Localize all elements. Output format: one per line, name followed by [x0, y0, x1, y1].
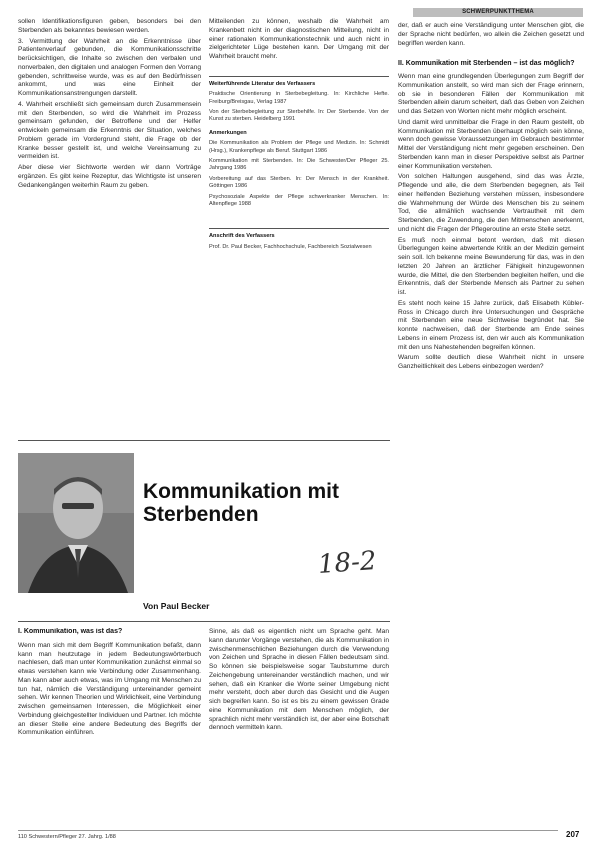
- section-heading-1: I. Kommunikation, was ist das?: [18, 628, 123, 635]
- divider: [209, 228, 389, 229]
- literature-item: Praktische Orientierung in Sterbebegleitung. In: Kirchliche Hefte. Freiburg/Breisgau, Verlag 1987: [209, 91, 389, 105]
- byline: Von Paul Becker: [143, 601, 210, 611]
- article-column-2: [209, 628, 389, 828]
- section-heading-2: II. Kommunikation mit Sterbenden – ist das möglich?: [398, 60, 575, 68]
- paragraph: Mitteilenden zu können, weshalb die Wahrheit am Krankenbett nicht in der diagnostischen Mitteilung, nicht in einer rationalen Kommunikationstechnik und auch nicht in zielgerichteter Lüge bestehen kann. Der Umgang mit der Wahrheit braucht mehr.: [209, 18, 389, 60]
- column-2-top: [209, 18, 389, 418]
- divider: [209, 76, 389, 77]
- handwritten-note: 18-2: [317, 545, 378, 581]
- section-tag: SCHWERPUNKTTHEMA: [413, 8, 583, 17]
- page-number: 207: [566, 830, 580, 839]
- article-title: [143, 480, 339, 526]
- paragraph: der, daß er auch eine Verständigung unter Menschen gibt, die der Sprache nicht bedürfen, wo allein die Zeichen gesetzt und begriffen werden kann.: [398, 22, 584, 47]
- column-1-top: [18, 18, 201, 410]
- paragraph: Aber diese vier Sichtworte werden wir dann Vorträge ergänzen. Es gibt keine Rezeptur, das Wichtigste ist unseren Gedankengängen weiterhin Raum zu geben.: [18, 164, 201, 189]
- paragraph: sollen Identifikationsfiguren geben, besonders bei den Sterbenden als bekanntes bewiesen werden.: [18, 18, 201, 34]
- title-line: Sterbenden: [143, 503, 259, 526]
- article-divider: [18, 440, 390, 441]
- paragraph: Wenn man eine grundlegenden Überlegungen zum Begriff der Kommunikation anstellt, so wird man sich der Frage erinnern, ob sie in besonderen Fällen der Kommunikation mit Sterbenden allein darum scheitert, daß das Geben von Zeichen und das Setzen von Worten nicht mehr möglich erscheint.: [398, 73, 584, 115]
- note-item: Die Kommunikation als Problem der Pflege und Medizin. In: Schmidt (Hrsg.), Krankenpflege als Beruf. Stuttgart 1986: [209, 140, 389, 154]
- notes-heading: Anmerkungen: [209, 129, 247, 136]
- author-photo: [18, 453, 134, 593]
- column-3: [398, 22, 584, 822]
- author-address: Prof. Dr. Paul Becker, Fachhochschule, Fachbereich Sozialwesen: [209, 243, 372, 250]
- paragraph: Wenn man sich mit dem Begriff Kommunikation befaßt, dann kann man heutzutage in jedem Bedeutungswörterbuch nachlesen, daß man unter Kommunikation zunächst einmal so etwas verstehen kann wie Verbindung oder Zusammenhang. Man kann aber auch etwas, was im Umgang mit Menschen zu tun hat, nämlich die Verständigung untereinander gemeint sehen. Wir kennen Theorien und Wirklichkeit, eine Verbindung zwischen gemeinsamen Interessen, die Möglichkeit einer Verbindung gleichgestellter Individuen und Partner. Ich möchte an dieser Stelle eine andere Bedeutung des Begriffs der Kommunikation einführen.: [18, 641, 201, 737]
- note-item: Psychosoziale Aspekte der Pflege schwerkranker Menschen. In: Altenpflege 1988: [209, 193, 389, 208]
- note-item: Kommunikation mit Sterbenden. In: Die Schwester/Der Pfleger 25. Jahrgang 1986: [209, 158, 389, 172]
- paragraph: Es muß noch einmal betont werden, daß mit diesen Überlegungen keine abwertende Kritik an der Medizin gemeint sein soll. Ich bekenne meine Bewunderung für das, was in den letzten 20 Jahren an ärztlicher Fähigkeit hinzugewonnen wurde, die Mittel, die den Sterbenden begleiten helfen, und die Erkenntnis, daß der Sterbende Mensch als Partner zu sehen ist.: [398, 236, 584, 296]
- portrait-image: [18, 453, 134, 593]
- paragraph: Und damit wird unmittelbar die Frage in den Raum gestellt, ob Kommunikation mit Sterbenden überhaupt möglich sein könne, wenn doch gewisse Voraussetzungen im Gebrauch bestimmter Mittel der Verständigung nicht mehr gegeben erscheinen. Den Sterbenden kann man in dieser Perspektive selbst als Partner einer Kommunikation verstehen.: [398, 118, 584, 170]
- paragraph: Es steht noch keine 15 Jahre zurück, daß Elisabeth Kübler-Ross in Chicago durch ihre Untersuchungen und Gespräche mit Sterbenden eine neue Sichtweise begründet hat. Sie konnte nachweisen, daß der Sterbende am Ende seines Lebens in einem Prozess ist, den wir auch als Kommunikation mit den uns Nahestehenden begreifen können.: [398, 299, 584, 351]
- paragraph: Warum sollte deutlich diese Wahrheit nicht in unsere Ganzheitlichkeit des Lebens einbezogen werden?: [398, 354, 584, 370]
- literature-heading: Weiterführende Literatur des Verfassers: [209, 80, 316, 87]
- footer-citation: 110 Schwestern/Pfleger 27. Jahrg. 1/88: [18, 834, 116, 840]
- paragraph: Sinne, als daß es eigentlich nicht um Sprache geht. Man kann darunter Vorgänge verstehen, die als Kommunikation in zwischenmenschlichen Beziehungen durch die Verwendung von Zeichen und Sprache in diesen Fällen bedeutsam sind. So können sie beispielsweise sogar Taubstumme durch Zeichengebung untereinander verständlich machen, und wir sehen, daß ein Kranker die Worte seiner Umgebung nicht mehr versteht, doch aber durch das Gesicht und die Augen sich begreifen kann. So ist es bis zu einem gewissen Grade eine Kommunikation mit dem Menschen möglich, der sprachlich nicht mehr verständlich ist, der aber eine Botschaft dennoch vermitteln kann.: [209, 628, 389, 732]
- footer-divider: [18, 830, 558, 831]
- list-item: 4. Wahrheit erschließt sich gemeinsam durch Zusammensein mit den Sterbenden, so wird die Wahrheit im Prozess gemeinsam gefunden, der Betroffene und der Helfer entwickeln gemeinsam die Erkenntnis der Situation, welches Problem gerade im Vordergrund steht, die Frage ob der Kranke besser gestellt ist, und welche Vereinsamung zu vermeiden ist.: [18, 100, 201, 161]
- title-line: Kommunikation mit: [143, 480, 340, 503]
- paragraph: Von solchen Haltungen ausgehend, sind das was Ärzte, Pflegende und alle, die dem Sterbenden begegnen, als Teil einer helfenden Beziehung verstehen müssen, insbesondere die Wahrnehmung der Würde des Menschen bis zu seinem Tod, die allmählich wachsende Vertrautheit mit dem Sterbenden, die Zuwendung, die den Mitmenschen anerkennt, und nicht die Fragen der Pflegeroutine an erste Stelle setzt.: [398, 173, 584, 233]
- address-heading: Anschrift des Verfassers: [209, 233, 275, 240]
- article-column-1: [18, 628, 201, 828]
- literature-item: Von der Sterbebegleitung zur Sterbehilfe. In: Der Sterbende. Von der Kunst zu sterben. Heidelberg 1991: [209, 108, 389, 123]
- note-item: Vorbereitung auf das Sterben. In: Der Mensch in der Krankheit. Göttingen 1986: [209, 175, 389, 190]
- article-divider: [18, 621, 390, 622]
- list-item: 3. Vermittlung der Wahrheit an die Erkenntnisse über Patientenverlauf gebunden, die Kommunikationsschritte berücksichtigen, die Inhalte so zwischen den verbalen und nonverbalen, den digitalen und analogen Formen den Vorrang gebenden, schrittweise wurde, was es auf den Bedürfnissen ankommt, und was eine Einheit der Kommunikationsanstrengungen darstellt.: [18, 37, 201, 97]
